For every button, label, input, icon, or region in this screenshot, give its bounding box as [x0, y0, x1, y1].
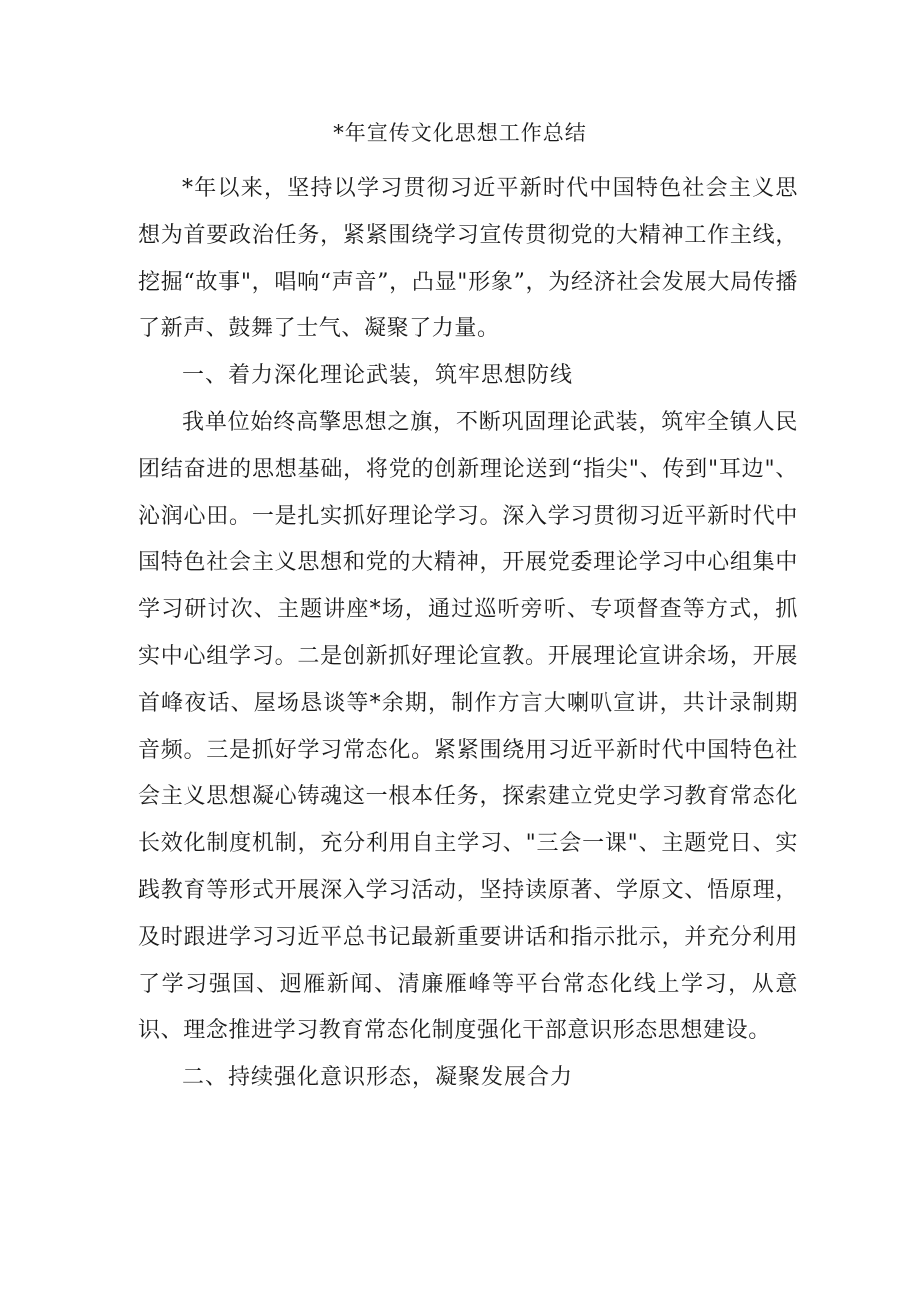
section-1-heading: 一、着力深化理论武装，筑牢思想防线 — [182, 363, 574, 389]
document-body — [138, 166, 798, 1102]
section-1-paragraph: 我单位始终高擎思想之旗，不断巩固理论武装，筑牢全镇人民团结奋进的思想基础，将党的创新理论送到“指尖"、传到"耳边"、沁润心田。一是扎实抓好理论学习。深入学习贯彻习近平新时代中国特色社会主义思想和党的大精神，开展党委理论学习中心组集中学习研讨次、主题讲座*场，通过巡听旁听、专项督查等方式，抓实中心组学习。二是创新抓好理论宣教。开展理论宣讲余场，开展首峰夜话、屋场恳谈等*余期，制作方言大喇叭宣讲，共计录制期音频。三是抓好学习常态化。紧紧围绕用习近平新时代中国特色社会主义思想凝心铸魂这一根本任务，探索建立党史学习教育常态化长效化制度机制，充分利用自主学习、"三会一课"、主题党日、实践教育等形式开展深入学习活动，坚持读原著、学原文、悟原理，及时跟进学习习近平总书记最新重要讲话和指示批示，并充分利用了学习强国、迥雁新闻、清廉雁峰等平台常态化线上学习，从意识、理念推进学习教育常态化制度强化干部意识形态思想建设。 — [138, 409, 798, 1044]
intro-paragraph: *年以来，坚持以学习贯彻习近平新时代中国特色社会主义思想为首要政治任务，紧紧围绕学习宣传贯彻党的大精神工作主线，挖掘“故事"，唱响“声音”，凸显"形象”，为经济社会发展大局传播了新声、鼓舞了士气、凝聚了力量。 — [138, 176, 798, 342]
document-title: *年宣传文化思想工作总结 — [333, 121, 587, 145]
section-2-heading: 二、持续强化意识形态，凝聚发展合力 — [182, 1065, 574, 1091]
